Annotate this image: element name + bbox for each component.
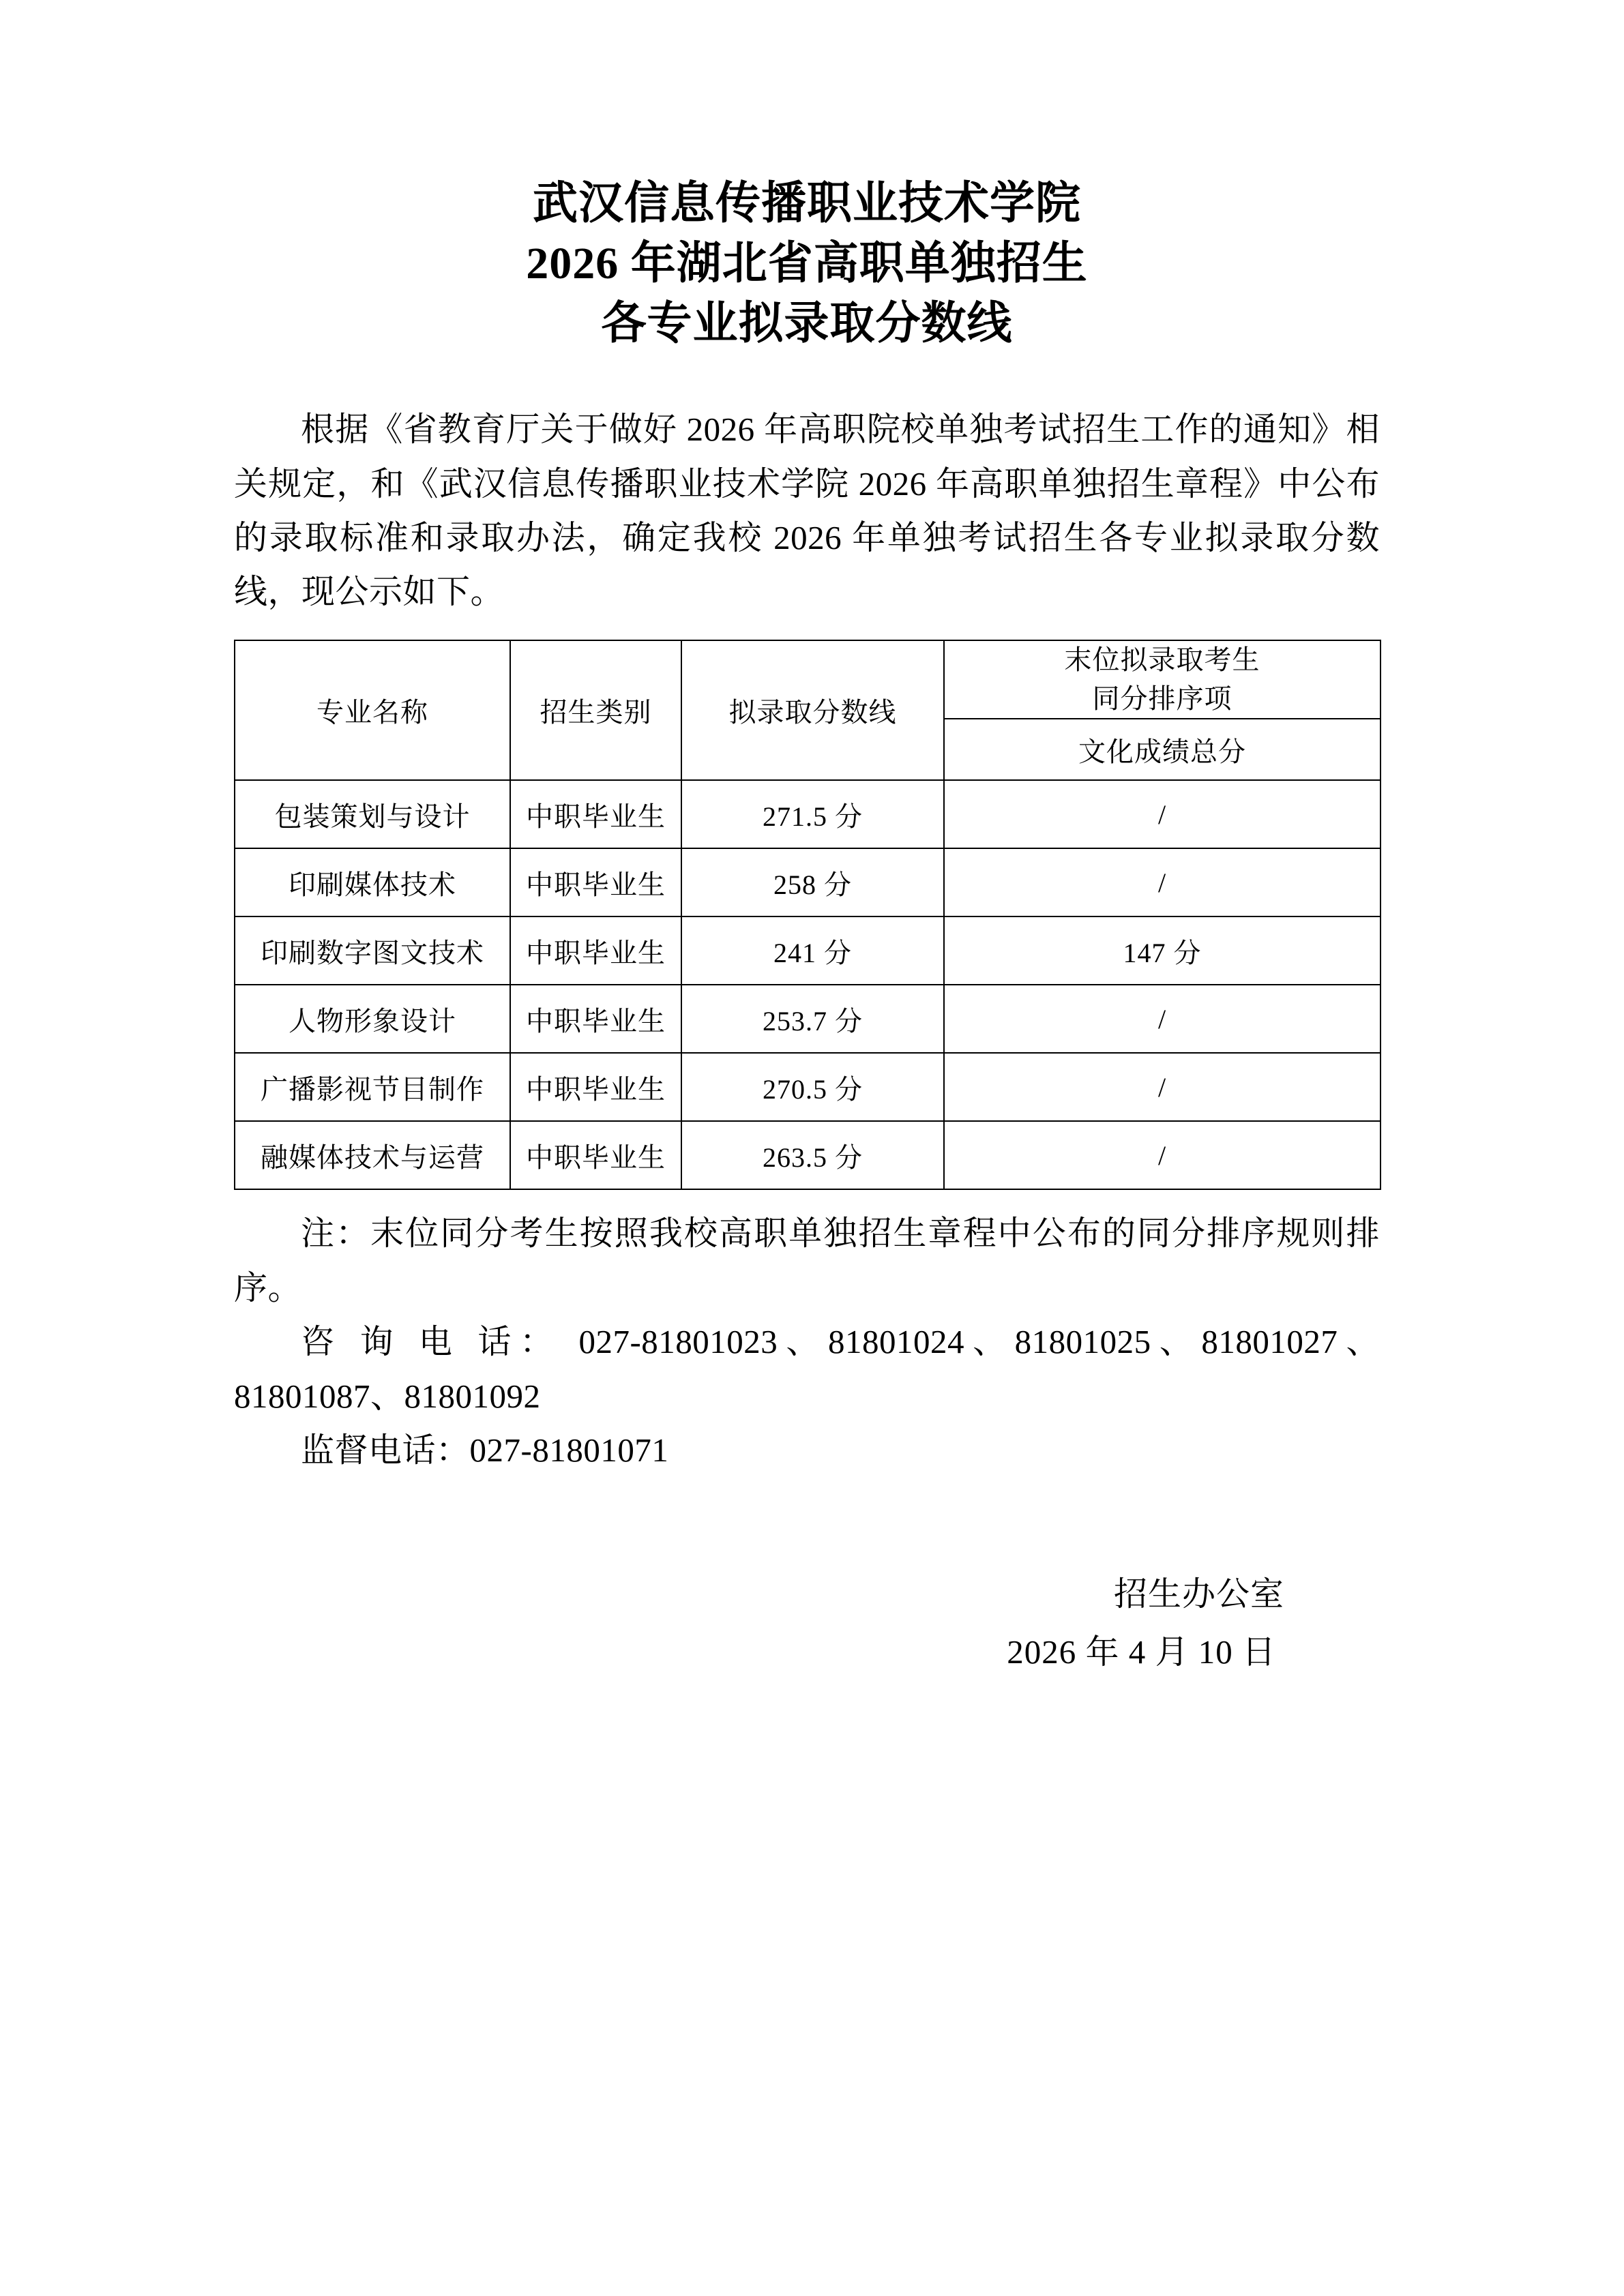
cell-score-line: 258 分: [681, 848, 944, 916]
table-header: [235, 640, 1381, 781]
cell-score-line: 271.5 分: [681, 780, 944, 848]
header-score-line: 拟录取分数线: [681, 640, 944, 781]
cell-category: 中职毕业生: [510, 780, 681, 848]
admission-score-table: [234, 640, 1381, 1191]
signature-office: 招生办公室: [1113, 1575, 1284, 1613]
cell-major: 广播影视节目制作: [235, 1053, 510, 1121]
cell-tiebreak: /: [944, 1121, 1381, 1189]
title-line-1: 武汉信息传播职业技术学院: [533, 179, 1081, 228]
notes-block: [234, 1206, 1380, 1477]
cell-tiebreak: /: [944, 985, 1381, 1053]
header-tiebreak-group: [944, 640, 1381, 719]
signature-block: [234, 1566, 1380, 1681]
cell-score-line: 263.5 分: [681, 1121, 944, 1189]
cell-major: 融媒体技术与运营: [235, 1121, 510, 1189]
table-row: [235, 848, 1381, 916]
cell-major: 包装策划与设计: [235, 780, 510, 848]
consult-phone-line: 咨 询 电 话： 027-81801023、81801024、81801025、81801027、81801087、81801092: [234, 1323, 1380, 1415]
cell-major: 人物形象设计: [235, 985, 510, 1053]
cell-tiebreak: /: [944, 848, 1381, 916]
table-body: [235, 780, 1381, 1189]
table-row: [235, 985, 1381, 1053]
table-row: [235, 916, 1381, 985]
cell-category: 中职毕业生: [510, 1053, 681, 1121]
cell-score-line: 270.5 分: [681, 1053, 944, 1121]
cell-category: 中职毕业生: [510, 1121, 681, 1189]
table-header-row-main: [235, 640, 1381, 719]
title-line-2: 2026 年湖北省高职单独招生: [526, 238, 1088, 288]
table-row: [235, 780, 1381, 848]
header-major-name: 专业名称: [235, 640, 510, 781]
document-content: [234, 0, 1380, 1681]
signature-date: 2026 年 4 月 10 日: [1007, 1632, 1276, 1671]
cell-score-line: 253.7 分: [681, 985, 944, 1053]
supervision-phone-line: 监督电话：027-81801071: [301, 1431, 669, 1469]
cell-category: 中职毕业生: [510, 916, 681, 985]
cell-tiebreak: /: [944, 780, 1381, 848]
header-culture-total-score: 文化成绩总分: [944, 719, 1381, 780]
title-line-3: 各专业拟录取分数线: [601, 298, 1013, 348]
cell-tiebreak: /: [944, 1053, 1381, 1121]
intro-paragraph-block: [234, 402, 1380, 619]
cell-category: 中职毕业生: [510, 848, 681, 916]
page-title: [234, 0, 1380, 353]
cell-category: 中职毕业生: [510, 985, 681, 1053]
tiebreak-note: 注：末位同分考生按照我校高职单独招生章程中公布的同分排序规则排序。: [234, 1214, 1380, 1307]
table-row: [235, 1053, 1381, 1121]
table-row: [235, 1121, 1381, 1189]
header-tiebreak-line1: 末位拟录取考生: [1064, 644, 1260, 675]
cell-major: 印刷数字图文技术: [235, 916, 510, 985]
intro-paragraph: 根据《省教育厅关于做好 2026 年高职院校单独考试招生工作的通知》相关规定，和《武汉信息传播职业技术学院 2026 年高职单独招生章程》中公布的录取标准和录取办法，确定我校 2026 年单独考试招生各专业拟录取分数线，现公示如下。: [234, 411, 1380, 611]
cell-score-line: 241 分: [681, 916, 944, 985]
cell-tiebreak: 147 分: [944, 916, 1381, 985]
header-admission-category: 招生类别: [510, 640, 681, 781]
header-tiebreak-line2: 同分排序项: [1092, 683, 1232, 714]
score-table-wrapper: [234, 640, 1380, 1191]
cell-major: 印刷媒体技术: [235, 848, 510, 916]
